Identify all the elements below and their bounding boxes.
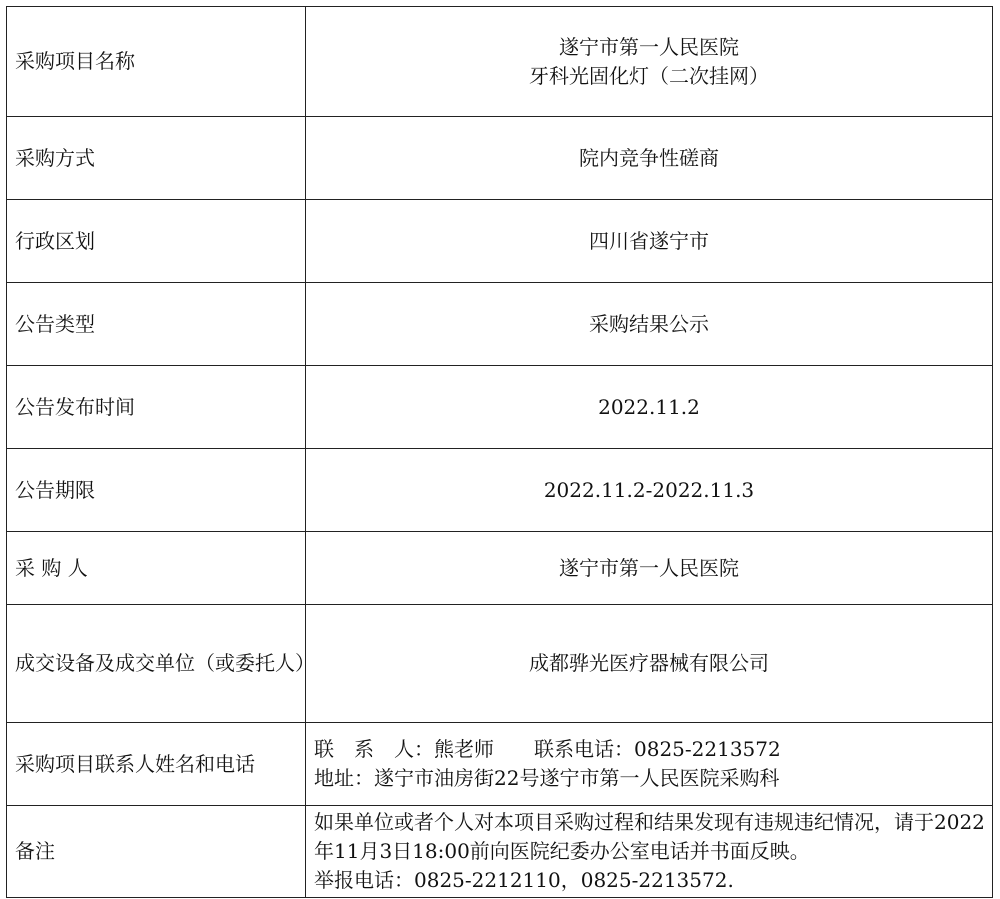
value-purchaser: 遂宁市第一人民医院 — [306, 532, 993, 605]
procurement-notice-table — [6, 6, 993, 898]
remarks-text: 如果单位或者个人对本项目采购过程和结果发现有违规违纪情况，请于2022年11月3日18:00前向医院纪委办公室电话并书面反映。 — [314, 810, 985, 863]
value-notice-type: 采购结果公示 — [306, 283, 993, 366]
row-project-name — [7, 7, 993, 117]
contact-address-line — [314, 764, 986, 793]
label-notice-type: 公告类型 — [7, 283, 306, 366]
remarks-report-phone: 举报电话：0825-2212110，0825-2213572. — [314, 868, 734, 892]
value-project-name-line1: 遂宁市第一人民医院 — [559, 34, 739, 59]
value-winning-supplier: 成都骅光医疗器械有限公司 — [306, 605, 993, 723]
contact-phone-label: 联系电话： — [534, 737, 634, 761]
row-winning-supplier — [7, 605, 993, 723]
value-notice-period: 2022.11.2-2022.11.3 — [306, 449, 993, 532]
label-remarks: 备注 — [7, 806, 306, 898]
row-contact — [7, 723, 993, 806]
label-procurement-method: 采购方式 — [7, 117, 306, 200]
contact-address-label: 地址： — [314, 766, 374, 790]
row-purchaser — [7, 532, 993, 605]
value-procurement-method: 院内竞争性磋商 — [306, 117, 993, 200]
value-project-name — [306, 7, 993, 117]
contact-person-line — [314, 735, 986, 764]
row-region — [7, 200, 993, 283]
value-project-name-line2: 牙科光固化灯（二次挂网） — [529, 63, 769, 88]
label-notice-period: 公告期限 — [7, 449, 306, 532]
label-project-name: 采购项目名称 — [7, 7, 306, 117]
contact-address: 遂宁市油房街22号遂宁市第一人民医院采购科 — [374, 766, 780, 790]
label-purchaser: 采 购 人 — [7, 532, 306, 605]
row-notice-period — [7, 449, 993, 532]
value-publish-date: 2022.11.2 — [306, 366, 993, 449]
label-publish-date: 公告发布时间 — [7, 366, 306, 449]
label-contact: 采购项目联系人姓名和电话 — [7, 723, 306, 806]
label-region: 行政区划 — [7, 200, 306, 283]
contact-person: 熊老师 — [434, 737, 494, 761]
row-publish-date — [7, 366, 993, 449]
label-winning-supplier: 成交设备及成交单位（或委托人） — [7, 605, 306, 723]
value-region: 四川省遂宁市 — [306, 200, 993, 283]
row-notice-type — [7, 283, 993, 366]
row-remarks — [7, 806, 993, 898]
contact-person-label: 联 系 人： — [314, 737, 434, 761]
row-procurement-method — [7, 117, 993, 200]
value-contact — [306, 723, 993, 806]
contact-phone: 0825-2213572 — [634, 737, 781, 761]
value-remarks — [306, 806, 993, 898]
